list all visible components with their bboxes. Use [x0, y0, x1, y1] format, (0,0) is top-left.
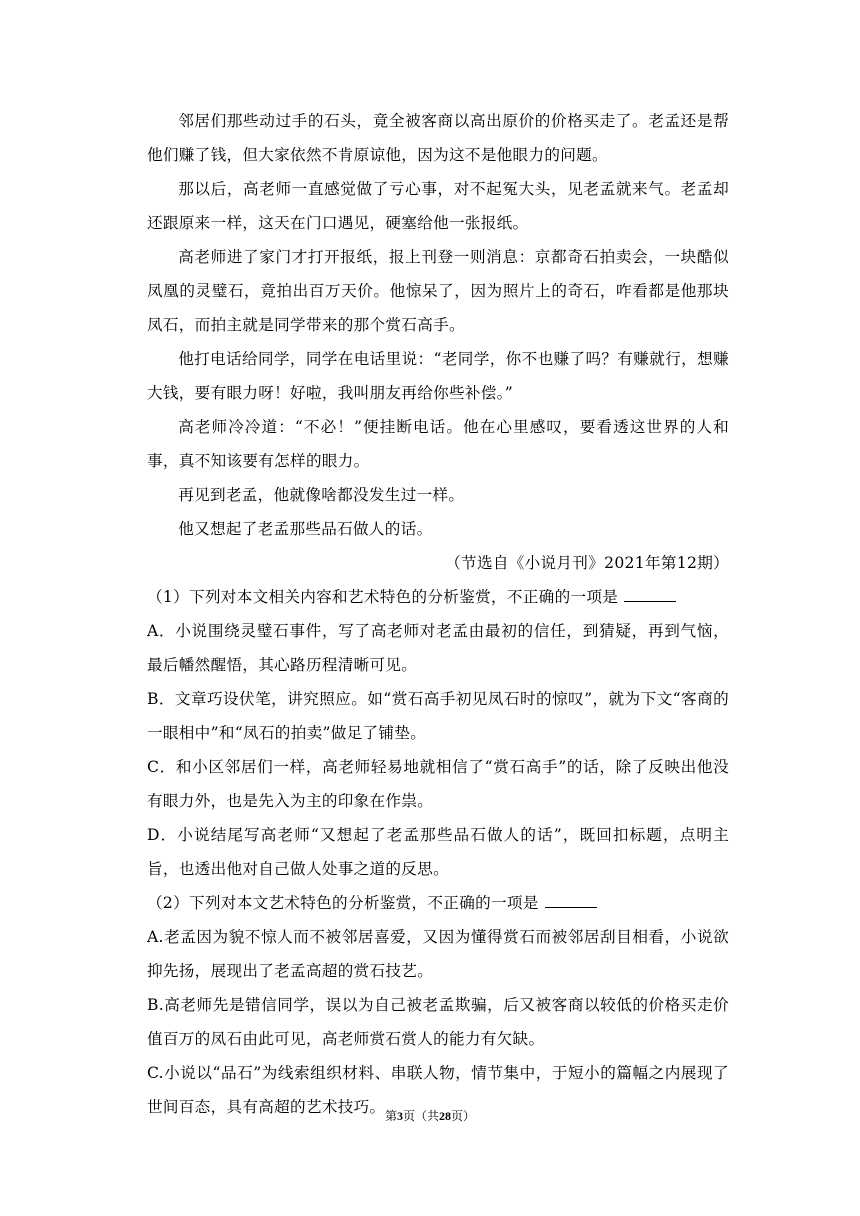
- footer-suffix: 页）: [451, 1109, 476, 1123]
- question-2-stem-text: （2）下列对本文艺术特色的分析鉴赏，不正确的一项是: [147, 894, 539, 912]
- question-1-option-c: C．和小区邻居们一样，高老师轻易地就相信了“赏石高手”的话，除了反映出他没有眼力外，也是先入为主的印象在作祟。: [147, 758, 729, 810]
- footer-middle: 页（共: [402, 1109, 439, 1123]
- question-1-stem: [147, 580, 729, 614]
- source-citation: （节选自《小说月刊》2021年第12期）: [445, 554, 729, 572]
- answer-blank-2: [545, 889, 597, 908]
- question-2-stem: [147, 886, 729, 920]
- footer-total-pages: 28: [439, 1109, 451, 1123]
- passage-paragraph-7: 他又想起了老孟那些品石做人的话。: [178, 520, 433, 538]
- question-1-stem-text: （1）下列对本文相关内容和艺术特色的分析鉴赏，不正确的一项是: [147, 588, 619, 606]
- question-1-option-a: A．小说围绕灵璧石事件，写了高老师对老孟由最初的信任，到猜疑，再到气恼，最后幡然醒悟，其心路历程清晰可见。: [147, 622, 729, 674]
- passage-paragraph-4: 他打电话给同学，同学在电话里说：“老同学，你不也赚了吗？有赚就行，想赚大钱，要有眼力呀！好啦，我叫朋友再给你些补偿。”: [147, 350, 729, 402]
- question-2-option-b: B.高老师先是错信同学，误以为自己被老孟欺骗，后又被客商以较低的价格买走价值百万的凤石由此可见，高老师赏石赏人的能力有欠缺。: [147, 996, 729, 1048]
- passage-paragraph-3: 高老师进了家门才打开报纸，报上刊登一则消息：京都奇石拍卖会，一块酷似凤凰的灵璧石，竟拍出百万天价。他惊呆了，因为照片上的奇石，咋看都是他那块凤石，而拍主就是同学带来的那个赏石高手。: [147, 248, 729, 334]
- passage-paragraph-1: 邻居们那些动过手的石头，竟全被客商以高出原价的价格买走了。老孟还是帮他们赚了钱，但大家依然不肯原谅他，因为这不是他眼力的问题。: [147, 112, 729, 164]
- passage-paragraph-6: 再见到老孟，他就像啥都没发生过一样。: [178, 486, 465, 504]
- footer-page-number: 3: [396, 1109, 403, 1123]
- question-2-option-a: A.老孟因为貌不惊人而不被邻居喜爱，又因为懂得赏石而被邻居刮目相看，小说欲抑先扬，展现出了老孟高超的赏石技艺。: [147, 928, 729, 980]
- document-body: [147, 104, 729, 1124]
- passage-paragraph-5: 高老师冷冷道：“不必！”便挂断电话。他在心里感叹，要看透这世界的人和事，真不知该要有怎样的眼力。: [147, 418, 729, 470]
- answer-blank-1: [624, 583, 676, 602]
- question-1-option-d: D．小说结尾写高老师“又想起了老孟那些品石做人的话”，既回扣标题，点明主旨，也透出他对自己做人处事之道的反思。: [147, 826, 729, 878]
- passage-paragraph-2: 那以后，高老师一直感觉做了亏心事，对不起冤大头，见老孟就来气。老孟却还跟原来一样，这天在门口遇见，硬塞给他一张报纸。: [147, 180, 729, 232]
- footer-prefix: 第: [384, 1109, 397, 1123]
- question-1-option-b: B．文章巧设伏笔，讲究照应。如“赏石高手初见凤石时的惊叹”，就为下文“客商的一眼相中”和“凤石的拍卖”做足了铺垫。: [147, 690, 729, 742]
- question-2-option-c: C.小说以“品石”为线索组织材料、串联人物，情节集中，于短小的篇幅之内展现了世间百态，具有高超的艺术技巧。: [147, 1064, 729, 1116]
- page-footer: [0, 1107, 860, 1124]
